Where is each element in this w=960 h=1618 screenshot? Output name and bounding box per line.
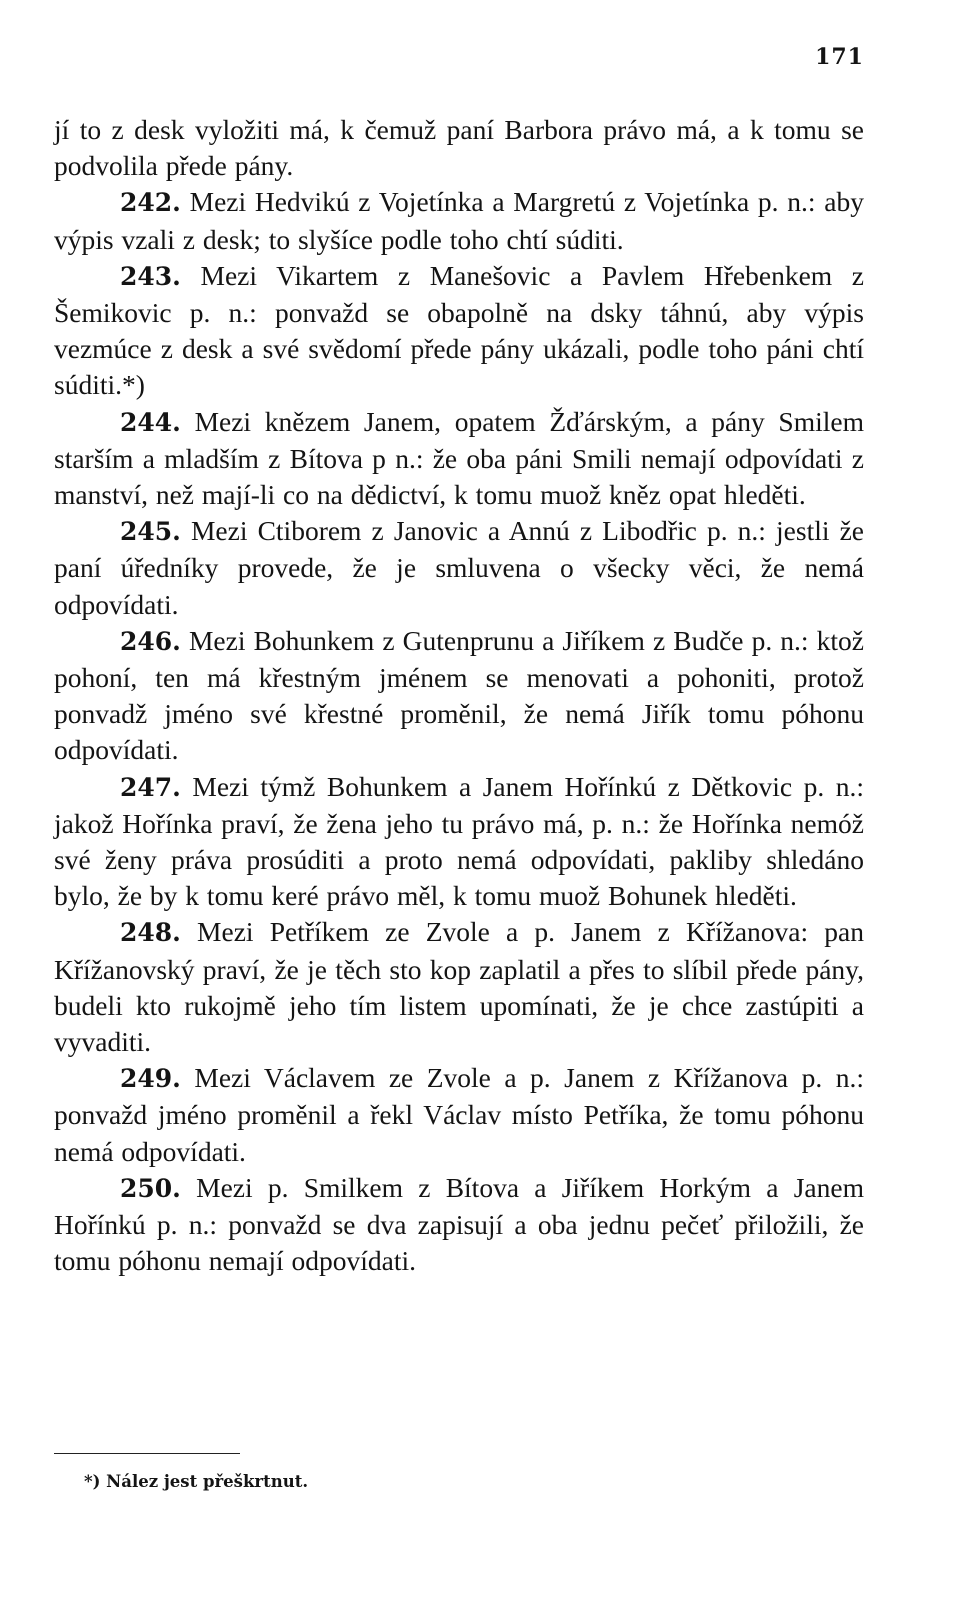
entry-number: 242. — [120, 188, 181, 218]
entry-248 — [54, 914, 864, 1060]
entry-text: Mezi p. Smilkem z Bítova a Jiříkem Horkým a Janem Hořínkú p. n.: ponvažd se dva zapisují a oba jednu pečeť přiložili, že tomu póhonu nemají odpovídati. — [54, 1171, 864, 1277]
entry-text: Mezi Bohunkem z Gutenprunu a Jiříkem z Budče p. n.: ktož pohoní, ten má křestným jménem se menovati a pohoniti, protož ponvadž jméno své křestné proměnil, že nemá Jiřík tomu póhonu odpovídati. — [54, 624, 864, 766]
page-number: 171 — [815, 44, 864, 70]
entry-number: 250. — [120, 1173, 181, 1203]
entry-243 — [54, 258, 864, 404]
entry-text: Mezi Ctiborem z Janovic a Annú z Libodřic p. n.: jestli že paní úředníky provede, že je smluvena o všecky věci, že nemá odpovídati. — [54, 515, 864, 620]
entry-250 — [54, 1170, 864, 1280]
entry-number: 244. — [120, 407, 181, 437]
paragraph-text: jí to z desk vyložiti má, k čemuž paní Barbora právo má, a k tomu se podvolila přede pány. — [54, 114, 864, 182]
entry-number: 249. — [120, 1064, 181, 1094]
paragraph-continuation — [54, 112, 864, 184]
entry-242 — [54, 184, 864, 257]
entry-text: Mezi knězem Janem, opatem Žďárským, a pány Smilem starším a mladším z Bítova p n.: že oba páni Smili nemají odpovídati z manství, než mají-li co na dědictví, k tomu muož kněz opat hleděti. — [54, 405, 864, 511]
entry-number: 245. — [120, 517, 181, 547]
entry-number: 247. — [120, 772, 181, 802]
entry-number: 243. — [120, 261, 181, 291]
body-text — [54, 112, 864, 1280]
footnote: *) Nález jest přeškrtnut. — [84, 1472, 309, 1491]
entry-249 — [54, 1060, 864, 1170]
entry-text: Mezi Vikartem z Manešovic a Pavlem Hřebenkem z Šemikovic p. n.: ponvažd se obapolně na dsky táhnú, aby výpis vezmúce z desk a své svědomí přede pány ukázali, podle toho páni chtí súditi.*) — [54, 259, 864, 401]
entry-number: 248. — [120, 918, 181, 948]
entry-text: Mezi Hedvikú z Vojetínka a Margretú z Vojetínka p. n.: aby výpis vzali z desk; to slyšíce podle toho chtí súditi. — [54, 186, 864, 255]
entry-text: Mezi Petříkem ze Zvole a p. Janem z Křížanova: pan Křížanovský praví, že je těch sto kop zaplatil a přes to slíbil přede pány, budeli kto rukojmě jeho tím listem upomínati, že je chce zastúpiti a vyvaditi. — [54, 916, 864, 1058]
entry-244 — [54, 404, 864, 514]
entry-number: 246. — [120, 626, 181, 656]
entry-text: Mezi Václavem ze Zvole a p. Janem z Křížanova p. n.: ponvažd jméno proměnil a řekl Václav místo Petříka, že tomu póhonu nemá odpovídati. — [54, 1062, 864, 1167]
entry-246 — [54, 623, 864, 769]
footnote-divider — [54, 1453, 240, 1454]
entry-text: Mezi týmž Bohunkem a Janem Hořínkú z Dětkovic p. n.: jakož Hořínka praví, že žena jeho tu právo má, p. n.: že Hořínka nemóž své ženy práva prosúditi a proto nemá odpovídati, pakliby shledáno bylo, že by k tomu keré právo měl, k tomu muož Bohunek hleděti. — [54, 770, 864, 912]
entry-245 — [54, 513, 864, 623]
entry-247 — [54, 769, 864, 915]
